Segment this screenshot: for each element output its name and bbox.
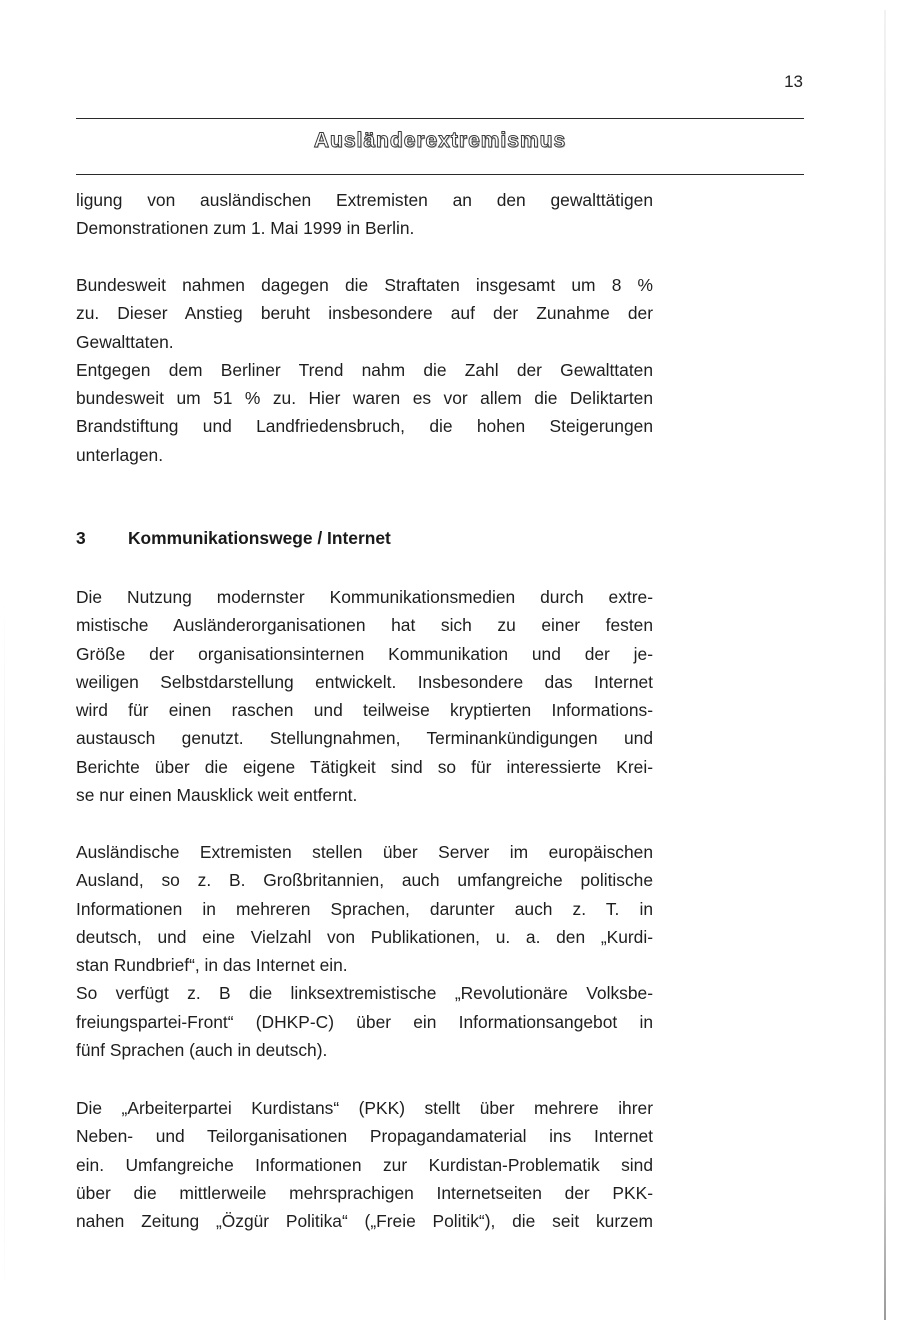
text-line: Bundesweit nahmen dagegen die Straftaten insgesamt um 8 % bbox=[76, 275, 653, 295]
scan-edge-left bbox=[4, 600, 5, 1300]
text-line: freiungspartei-Front“ (DHKP-C) über ein Informationsangebot in bbox=[76, 1011, 653, 1032]
text-line: Entgegen dem Berliner Trend nahm die Zahl der Gewalttaten bbox=[76, 359, 653, 380]
section-heading bbox=[76, 528, 391, 549]
paragraph-statistics bbox=[76, 271, 653, 469]
text-line: Die Nutzung modernster Kommunikationsmedien durch extre- bbox=[76, 587, 653, 607]
text-line: Informationen in mehreren Sprachen, darunter auch z. T. in bbox=[76, 898, 653, 919]
header-rule-bottom bbox=[76, 174, 804, 175]
text-line: Demonstrationen zum 1. Mai 1999 in Berlin. bbox=[76, 218, 415, 239]
text-line: Größe der organisationsinternen Kommunikation und der je- bbox=[76, 643, 653, 664]
text-line: wird für einen raschen und teilweise kryptierten Informations- bbox=[76, 700, 653, 721]
text-line: über die mittlerweile mehrsprachigen Internetseiten der PKK- bbox=[76, 1182, 653, 1203]
text-line: zu. Dieser Anstieg beruht insbesondere auf der Zunahme der bbox=[76, 303, 653, 324]
text-line: se nur einen Mausklick weit entfernt. bbox=[76, 785, 358, 806]
section-title: Kommunikationswege / Internet bbox=[128, 528, 391, 548]
text-line: So verfügt z. B die linksextremistische „Revolutionäre Volksbe- bbox=[76, 983, 653, 1004]
text-line: bundesweit um 51 % zu. Hier waren es vor allem die Deliktarten bbox=[76, 388, 653, 409]
text-line: Brandstiftung und Landfriedensbruch, die hohen Steigerungen bbox=[76, 416, 653, 437]
text-line: Neben- und Teilorganisationen Propagandamaterial ins Internet bbox=[76, 1126, 653, 1147]
paragraph-pkk bbox=[76, 1094, 653, 1235]
scan-edge-right bbox=[884, 10, 886, 1320]
text-line: Die „Arbeiterpartei Kurdistans“ (PKK) stellt über mehrere ihrer bbox=[76, 1098, 653, 1118]
text-line: nahen Zeitung „Özgür Politika“ („Freie Politik“), die seit kurzem bbox=[76, 1211, 653, 1232]
text-line: deutsch, und eine Vielzahl von Publikationen, u. a. den „Kurdi- bbox=[76, 926, 653, 947]
section-number: 3 bbox=[76, 528, 86, 548]
text-line: mistische Ausländerorganisationen hat sich zu einer festen bbox=[76, 615, 653, 636]
text-line: ein. Umfangreiche Informationen zur Kurdistan-Problematik sind bbox=[76, 1154, 653, 1175]
text-line: Berichte über die eigene Tätigkeit sind so für interessierte Krei- bbox=[76, 756, 653, 777]
text-line: stan Rundbrief“, in das Internet ein. bbox=[76, 955, 348, 976]
paragraph-continuation bbox=[76, 186, 653, 243]
text-line: ligung von ausländischen Extremisten an den gewalttätigen bbox=[76, 190, 653, 210]
text-line: unterlagen. bbox=[76, 444, 164, 465]
text-line: Gewalttaten. bbox=[76, 331, 174, 352]
running-head: Ausländerextremismus bbox=[313, 129, 567, 152]
text-line: weiligen Selbstdarstellung entwickelt. Insbesondere das Internet bbox=[76, 671, 653, 692]
text-line: fünf Sprachen (auch in deutsch). bbox=[76, 1040, 328, 1061]
paragraph-servers-abroad bbox=[76, 838, 653, 1064]
text-line: Ausland, so z. B. Großbritannien, auch umfangreiche politische bbox=[76, 870, 653, 891]
header-rule-top bbox=[76, 118, 804, 119]
text-line: austausch genutzt. Stellungnahmen, Terminankündigungen und bbox=[76, 728, 653, 749]
paragraph-communication-media bbox=[76, 583, 653, 809]
text-line: Ausländische Extremisten stellen über Server im europäischen bbox=[76, 842, 653, 862]
page-number: 13 bbox=[784, 72, 803, 91]
